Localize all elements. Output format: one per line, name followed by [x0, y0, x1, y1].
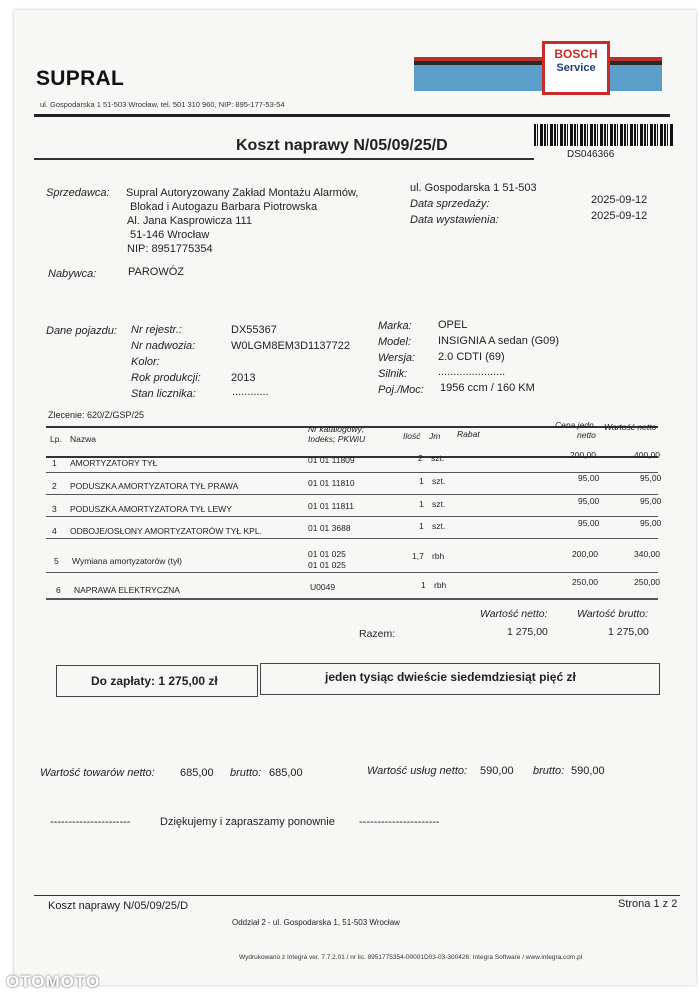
col-name: Nazwa — [70, 434, 96, 444]
amount-due: Do zapłaty: 1 275,00 zł — [91, 674, 218, 688]
footer-page-number: Strona 1 z 2 — [618, 898, 678, 910]
col-catalog-1: Nr katalogowy; — [308, 424, 365, 434]
goods-brutto-value: 685,00 — [269, 767, 303, 779]
services-brutto-value: 590,00 — [571, 765, 605, 777]
row-divider — [46, 572, 658, 573]
row-price: 95,00 — [578, 518, 600, 528]
col-qty: Ilość — [403, 431, 421, 441]
buyer-name: PAROWÓZ — [128, 266, 185, 278]
seller-nip: NIP: 8951775354 — [127, 243, 213, 255]
row-unit: szt. — [431, 453, 445, 463]
model-value: INSIGNIA A sedan (G09) — [438, 335, 560, 347]
invoice-paper — [14, 10, 696, 985]
row-lp: 2 — [52, 481, 57, 491]
barcode — [534, 124, 674, 146]
row-name: AMORTYZATORY TYŁ — [70, 458, 158, 468]
engine-value: ...................... — [438, 366, 506, 378]
make-label: Marka: — [378, 320, 412, 332]
row-value: 340,00 — [634, 549, 660, 559]
services-net-value: 590,00 — [480, 765, 514, 777]
vin-label: Nr nadwozia: — [131, 340, 196, 352]
model-label: Model: — [378, 336, 412, 348]
header-rule — [34, 114, 670, 117]
thanks-text: Dziękujemy i zapraszamy ponownie — [160, 816, 335, 828]
otomoto-watermark: OTOMOTO — [6, 972, 101, 991]
color-label: Kolor: — [131, 356, 160, 368]
document-title: Koszt naprawy N/05/09/25/D — [236, 137, 448, 154]
year-value: 2013 — [231, 372, 256, 384]
row-unit: rbh — [434, 580, 447, 590]
goods-net-value: 685,00 — [180, 767, 214, 779]
amount-words-box — [260, 663, 660, 695]
goods-brutto-label: brutto: — [230, 767, 262, 779]
version-value: 2.0 CDTI (69) — [438, 351, 505, 363]
bosch-color-stripe — [414, 57, 662, 91]
col-unit: Jm — [429, 431, 441, 441]
row-catalog: 01 01 11810 — [308, 478, 355, 488]
reg-value: DX55367 — [231, 324, 277, 336]
issue-date-label: Data wystawienia: — [410, 214, 499, 226]
sale-date-label: Data sprzedaży: — [410, 198, 490, 210]
thanks-dashes-right: ---------------------- — [359, 816, 440, 828]
footer-rule — [34, 895, 680, 896]
row-lp: 4 — [52, 526, 57, 536]
row-price: 200,00 — [570, 450, 596, 460]
row-value: 95,00 — [640, 496, 662, 506]
col-catalog-2: Indeks; PKWiU — [308, 434, 366, 444]
row-name: ODBOJE/OSŁONY AMORTYZATORÓW TYŁ KPL. — [70, 526, 262, 536]
row-unit: szt. — [432, 476, 446, 486]
odometer-value: ............ — [232, 386, 269, 398]
vin-value: W0LGM8EM3D1137722 — [231, 340, 351, 352]
row-name: PODUSZKA AMORTYZATORA TYŁ PRAWA — [70, 481, 239, 491]
row-qty: 1 — [421, 580, 426, 590]
row-lp: 5 — [54, 556, 59, 566]
row-qty: 2 — [418, 453, 423, 463]
sum-label: Razem: — [359, 628, 396, 640]
amount-due-box — [56, 665, 258, 697]
thanks-dashes-left: ---------------------- — [50, 816, 131, 828]
net-total-label: Wartość netto: — [480, 608, 548, 620]
row-name: Wymiana amortyzatorów (tył) — [72, 556, 182, 566]
row-lp: 6 — [56, 585, 61, 595]
row-value: 250,00 — [634, 577, 660, 587]
reg-label: Nr rejestr.: — [131, 324, 182, 336]
bosch-logo-top: BOSCH — [554, 47, 598, 61]
power-value: 1956 ccm / 160 KM — [440, 382, 535, 394]
row-price: 200,00 — [572, 549, 598, 559]
row-name: NAPRAWA ELEKTRYCZNA — [74, 585, 180, 595]
footer-branch: Oddział 2 - ul. Gospodarska 1, 51-503 Wrocław — [232, 918, 400, 927]
row-price: 95,00 — [578, 496, 600, 506]
row-qty: 1 — [419, 499, 424, 509]
row-unit: szt. — [432, 521, 446, 531]
row-value: 400,00 — [634, 450, 660, 460]
row-catalog: U0049 — [310, 582, 336, 592]
order-number: Zlecenie: 620/Z/GSP/25 — [48, 410, 145, 420]
footer-doc-title: Koszt naprawy N/05/09/25/D — [48, 900, 189, 912]
seller-address: ul. Gospodarska 1 51-503 — [410, 182, 537, 194]
row-unit: rbh — [432, 551, 445, 561]
goods-net-label: Wartość towarów netto: — [40, 767, 155, 779]
row-divider — [46, 472, 658, 473]
footer-printed-by: Wydrukowano z Integra ver. 7.7.2.01 / nr lic. 8951775354-00001D03-03-300426. Integra Software / www.integra.com.pl — [239, 954, 583, 961]
seller-city: 51-146 Wrocław — [130, 229, 210, 241]
col-discount: Rabat — [457, 429, 480, 439]
row-divider — [46, 516, 658, 517]
row-lp: 3 — [52, 504, 57, 514]
row-lp: 1 — [52, 458, 57, 468]
net-total: 1 275,00 — [507, 626, 548, 638]
seller-name-1: Supral Autoryzowany Zakład Montażu Alarmów, — [126, 187, 359, 199]
bosch-logo-bottom: Service — [556, 62, 596, 74]
table-bottom-rule — [46, 598, 658, 600]
vehicle-label: Dane pojazdu: — [46, 325, 117, 337]
sale-date: 2025-09-12 — [591, 194, 648, 206]
row-name: PODUSZKA AMORTYZATORA TYŁ LEWY — [70, 504, 232, 514]
engine-label: Silnik: — [378, 368, 408, 380]
gross-total: 1 275,00 — [608, 626, 649, 638]
services-brutto-label: brutto: — [533, 765, 565, 777]
row-value: 95,00 — [640, 473, 662, 483]
row-catalog: 01 01 025 — [308, 549, 346, 559]
row-catalog: 01 01 11809 — [308, 455, 355, 465]
row-divider — [46, 494, 658, 495]
version-label: Wersja: — [378, 352, 416, 364]
power-label: Poj./Moc: — [378, 384, 424, 396]
row-price: 95,00 — [578, 473, 600, 483]
bosch-service-logo — [542, 41, 610, 95]
row-qty: 1,7 — [412, 551, 424, 561]
row-catalog: 01 01 11811 — [308, 501, 355, 511]
row-qty: 1 — [419, 521, 424, 531]
col-price-1: Cena jedn. — [555, 420, 597, 430]
row-catalog: 01 01 3688 — [308, 523, 351, 533]
amount-in-words: jeden tysiąc dwieście siedemdziesiąt pięć zł — [325, 670, 576, 684]
seller-street: Al. Jana Kasprowicza 111 — [127, 215, 252, 227]
row-unit: szt. — [432, 499, 446, 509]
seller-label: Sprzedawca: — [46, 187, 110, 199]
odometer-label: Stan licznika: — [131, 388, 196, 400]
row-price: 250,00 — [572, 577, 598, 587]
col-price-2: netto — [577, 430, 596, 440]
services-net-label: Wartość usług netto: — [367, 765, 468, 777]
company-address: ul. Gospodarska 1 51-503 Wrocław, tel. 501 310 960, NIP: 895-177-53-54 — [40, 100, 285, 109]
row-value: 95,00 — [640, 518, 662, 528]
title-rule — [34, 158, 534, 160]
issue-date: 2025-09-12 — [591, 210, 648, 222]
row-divider — [46, 538, 658, 539]
company-name: SUPRAL — [36, 67, 125, 90]
col-value: Wartość netto — [604, 422, 657, 432]
row-catalog-2: 01 01 025 — [308, 560, 346, 570]
col-lp: Lp. — [50, 434, 62, 444]
gross-total-label: Wartość brutto: — [577, 608, 648, 620]
make-value: OPEL — [438, 319, 468, 331]
buyer-label: Nabywca: — [48, 268, 97, 280]
seller-name-2: Blokad i Autogazu Barbara Piotrowska — [130, 201, 318, 213]
year-label: Rok produkcji: — [131, 372, 201, 384]
document-code: DS046366 — [567, 149, 615, 160]
row-qty: 1 — [419, 476, 424, 486]
